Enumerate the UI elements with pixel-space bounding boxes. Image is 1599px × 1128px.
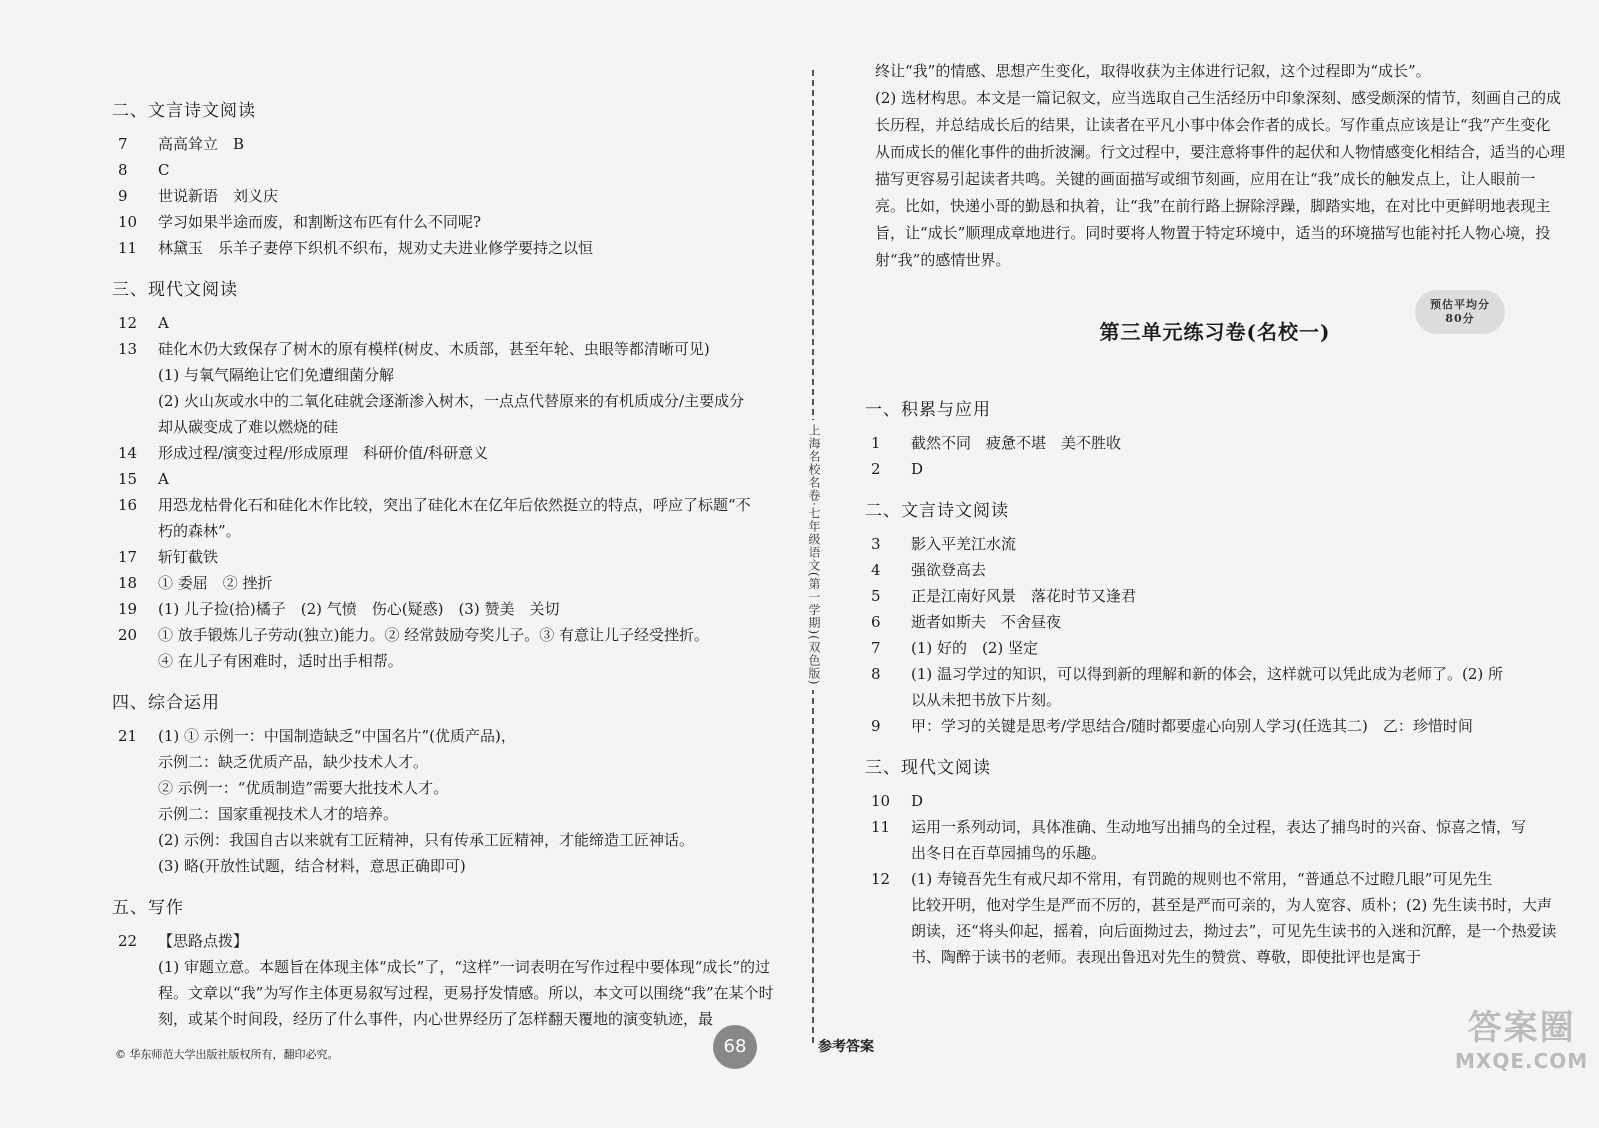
badge-label: 预估平均分 <box>1430 298 1490 311</box>
answer-item <box>865 456 1565 482</box>
copyright-text: © 华东师范大学出版社版权所有，翻印必究。 <box>115 1048 339 1061</box>
item-number: 9 <box>118 187 128 205</box>
item-number: 11 <box>871 818 891 836</box>
answer-item <box>865 430 1565 456</box>
answer-subline: 示例二：缺乏优质产品，缺少技术人才。 <box>158 753 429 771</box>
item-text: 世说新语 刘义庆 <box>158 187 279 205</box>
item-text: (1) ① 示例一：中国制造缺乏“中国名片”(优质产品)， <box>158 727 516 745</box>
item-number: 19 <box>118 600 138 618</box>
item-text: 【思路点拨】 <box>158 932 249 950</box>
item-number: 15 <box>118 470 138 488</box>
page-number: 68 <box>713 1025 757 1069</box>
item-number: 7 <box>871 639 881 657</box>
answer-subline: 朽的森林”。 <box>158 522 241 540</box>
item-number: 9 <box>871 717 881 735</box>
section-heading: 二、文言诗文阅读 <box>865 501 1009 521</box>
item-number: 12 <box>118 314 138 332</box>
item-number: 10 <box>871 792 891 810</box>
answer-item <box>865 583 1565 609</box>
item-text: 高高耸立 B <box>158 135 245 153</box>
answer-item <box>112 336 792 362</box>
item-number: 7 <box>118 135 128 153</box>
item-number: 16 <box>118 496 138 514</box>
answer-subline: 示例二：国家重视技术人才的培养。 <box>158 805 399 823</box>
answer-subline: 却从碳变成了难以燃烧的硅 <box>158 418 339 436</box>
footer-label: 参考答案 <box>818 1039 874 1055</box>
answer-paragraph: (2) 选材构思。本文是一篇记叙文，应当选取自己生活经历中印象深刻、感受颇深的情节，刻画自己的成长历程，并总结成长后的结果，让读者在平凡小事中体会作者的成长。写作重点应该是让“我”产生变化从而成长的催化事件的曲折波澜。行文过程中，要注意将事件的起伏和人物情感变化相结合，适当的心理描写更容易引起读者共鸣。关键的画面描写或细节刻画，应用在让“我”成长的触发点上，让人眼前一亮。比如，快递小哥的勤恳和执着，让“我”在前行路上摒除浮躁，脚踏实地，在对比中更鲜明地表现主旨，让“成长”顺理成章地进行。同时要将人物置于特定环境中，适当的环境描写也能衬托人物心境，投射“我”的感情世界。 <box>875 89 1566 269</box>
answer-item <box>112 928 792 954</box>
item-number: 3 <box>871 535 881 553</box>
item-text: 甲：学习的关键是思考/学思结合/随时都要虚心向别人学习(任选其二) 乙：珍惜时间 <box>911 717 1473 735</box>
item-number: 14 <box>118 444 138 462</box>
answer-item <box>865 557 1565 583</box>
answer-subline: 出冬日在百草园捕鸟的乐趣。 <box>911 844 1107 862</box>
answer-item <box>112 157 792 183</box>
item-number: 6 <box>871 613 881 631</box>
answer-item <box>112 492 792 518</box>
answer-item <box>865 635 1565 661</box>
answer-item <box>865 661 1565 687</box>
item-text: A <box>158 314 169 332</box>
answer-subline: (2) 火山灰或水中的二氧化硅就会逐渐渗入树木，一点点代替原来的有机质成分/主要成分 <box>158 392 745 410</box>
section-heading: 五、写作 <box>112 898 184 918</box>
item-number: 8 <box>118 161 128 179</box>
item-text: ① 放手锻炼儿子劳动(独立)能力。② 经常鼓励夸奖儿子。③ 有意让儿子经受挫折。 <box>158 626 710 644</box>
item-number: 18 <box>118 574 138 592</box>
watermark-logo <box>1455 1000 1588 1073</box>
answer-item <box>865 713 1565 739</box>
right-page <box>830 0 1599 1128</box>
section-heading: 三、现代文阅读 <box>112 280 238 300</box>
answer-paragraph: (1) 审题立意。本题旨在体现主体“成长”了，“这样”一词表明在写作过程中要体现“成长”的过程。文章以“我”为写作主体更易叙写过程，更易抒发情感。所以，本文可以围绕“我”在某个时刻，或某个时间段，经历了什么事件，内心世界经历了怎样翻天覆地的演变轨迹，最 <box>158 958 774 1028</box>
item-text: 截然不同 疲惫不堪 美不胜收 <box>911 434 1122 452</box>
answer-item <box>112 723 792 749</box>
item-number: 4 <box>871 561 881 579</box>
item-text: 用恐龙枯骨化石和硅化木作比较，突出了硅化木在亿年后依然挺立的特点，呼应了标题“不 <box>158 496 751 514</box>
item-number: 11 <box>118 239 138 257</box>
answer-item <box>112 235 792 261</box>
answer-subline: ④ 在儿子有困难时，适时出手相帮。 <box>158 652 403 670</box>
answer-item <box>112 209 792 235</box>
item-text: D <box>911 460 924 478</box>
answer-subline: ② 示例一：“优质制造”需要大批技术人才。 <box>158 779 449 797</box>
item-text: 影入平羌江水流 <box>911 535 1017 553</box>
item-number: 13 <box>118 340 138 358</box>
item-text: D <box>911 792 924 810</box>
item-text: 硅化木仍大致保存了树木的原有模样(树皮、木质部，甚至年轮、虫眼等都清晰可见) <box>158 340 710 358</box>
item-number: 10 <box>118 213 138 231</box>
item-text: 学习如果半途而废，和割断这布匹有什么不同呢? <box>158 213 482 231</box>
answer-item <box>865 788 1565 814</box>
item-number: 22 <box>118 932 138 950</box>
answer-item <box>865 609 1565 635</box>
section-heading: 二、文言诗文阅读 <box>112 101 256 121</box>
watermark-name: 答案圈 <box>1467 1008 1576 1048</box>
item-number: 12 <box>871 870 891 888</box>
answer-item <box>112 570 792 596</box>
item-number: 2 <box>871 460 881 478</box>
item-text: (1) 好的 (2) 坚定 <box>911 639 1039 657</box>
answer-subline: 以从未把书放下片刻。 <box>911 691 1062 709</box>
item-text: A <box>158 470 169 488</box>
item-number: 1 <box>871 434 881 452</box>
badge-value: 80分 <box>1445 312 1475 325</box>
answer-item <box>112 440 792 466</box>
item-text: 强欲登高去 <box>911 561 987 579</box>
answer-item <box>112 596 792 622</box>
item-number: 8 <box>871 665 881 683</box>
item-text: 斩钉截铁 <box>158 548 219 566</box>
item-text: (1) 温习学过的知识，可以得到新的理解和新的体会，这样就可以凭此成为老师了。(2) 所 <box>911 665 1504 683</box>
item-text: (1) 儿子捡(拾)橘子 (2) 气愤 伤心(疑惑) (3) 赞美 关切 <box>158 600 560 618</box>
unit-title-text: 第三单元练习卷(名校一) <box>1099 320 1331 344</box>
answer-subline: (1) 与氧气隔绝让它们免遭细菌分解 <box>158 366 395 384</box>
item-number: 17 <box>118 548 138 566</box>
answer-item <box>865 814 1565 840</box>
item-text: ① 委屈 ② 挫折 <box>158 574 273 592</box>
section-heading: 四、综合运用 <box>112 693 220 713</box>
score-badge <box>1415 290 1505 334</box>
answer-subline: 比较开明，他对学生是严而不厉的，甚至是严而可亲的，为人宽容、质朴；(2) 先生读书时，大声朗读，还“将头仰起，摇着，向后面拗过去，拗过去”，可见先生读书的入迷和沉醉，是一个热爱读书、陶醉于读书的老师。表现出鲁迅对先生的赞赏、尊敬，即使批评也是寓于 <box>911 896 1557 966</box>
watermark-url: MXQE.COM <box>1455 1049 1589 1073</box>
answer-item <box>112 466 792 492</box>
item-text: 形成过程/演变过程/形成原理 科研价值/科研意义 <box>158 444 489 462</box>
item-text: 运用一系列动词，具体准确、生动地写出捕鸟的全过程，表达了捕鸟时的兴奋、惊喜之情，写 <box>911 818 1527 836</box>
item-text: 正是江南好风景 落花时节又逢君 <box>911 587 1137 605</box>
left-column <box>112 82 792 1032</box>
item-text: (1) 寿镜吾先生有戒尺却不常用，有罚跪的规则也不常用，“普通总不过瞪几眼”可见先生 <box>911 870 1493 888</box>
answer-subline: (3) 略(开放性试题，结合材料，意思正确即可) <box>158 857 466 875</box>
right-column <box>865 58 1565 970</box>
answer-item <box>112 131 792 157</box>
item-number: 21 <box>118 727 138 745</box>
answer-item <box>112 622 792 648</box>
item-number: 5 <box>871 587 881 605</box>
answer-item <box>865 531 1565 557</box>
section-heading: 一、积累与应用 <box>865 400 991 420</box>
item-text: 林黛玉 乐羊子妻停下织机不织布，规劝丈夫进业修学要持之以恒 <box>158 239 594 257</box>
answer-item <box>112 544 792 570</box>
item-number: 20 <box>118 626 138 644</box>
item-text: 逝者如斯夫 不舍昼夜 <box>911 613 1062 631</box>
section-heading: 三、现代文阅读 <box>865 758 991 778</box>
answer-item <box>865 866 1565 892</box>
answer-item <box>112 310 792 336</box>
answer-paragraph: 终让“我”的情感、思想产生变化，取得收获为主体进行记叙，这个过程即为“成长”。 <box>875 62 1431 80</box>
answer-item <box>112 183 792 209</box>
item-text: C <box>158 161 170 179</box>
unit-title <box>865 298 1565 345</box>
answer-subline: (2) 示例：我国自古以来就有工匠精神，只有传承工匠精神，才能缔造工匠神话。 <box>158 831 695 849</box>
spine-text: 上海名校名卷·七年级语文(第一学期)(双色版) <box>803 420 823 690</box>
